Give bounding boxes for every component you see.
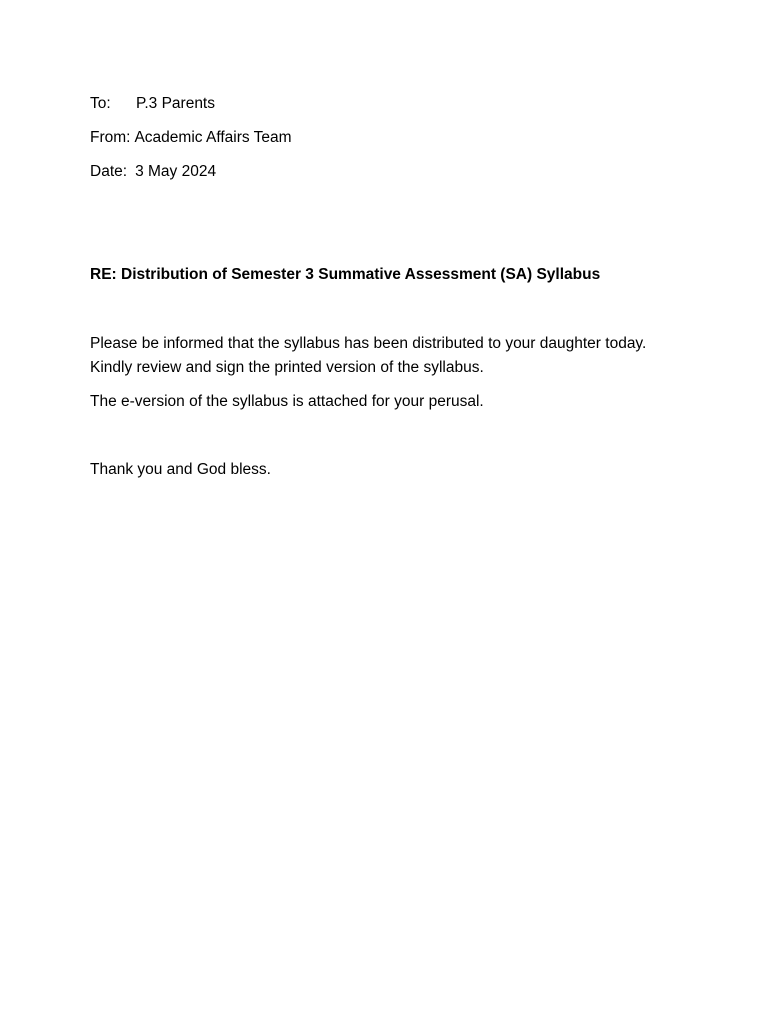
from-value: Academic Affairs Team	[134, 129, 292, 146]
date-value: 3 May 2024	[135, 163, 217, 180]
memo-subject: RE: Distribution of Semester 3 Summative Assessment (SA) Syllabus	[90, 266, 601, 283]
memo-header	[90, 92, 690, 194]
body-paragraph-1-line-1: Please be informed that the syllabus has been distributed to your daughter today.	[90, 335, 647, 352]
to-row	[90, 92, 690, 116]
body-paragraph-1	[90, 332, 730, 380]
from-label: From:	[90, 129, 131, 146]
memo-body	[90, 332, 730, 424]
from-row	[90, 126, 690, 150]
date-row	[90, 160, 690, 184]
body-paragraph-2: The e-version of the syllabus is attached for your perusal.	[90, 393, 484, 410]
to-value: P.3 Parents	[136, 95, 215, 112]
to-label: To:	[90, 95, 111, 112]
memo-closing: Thank you and God bless.	[90, 461, 271, 478]
body-paragraph-1-line-2: Kindly review and sign the printed version of the syllabus.	[90, 359, 484, 376]
date-label: Date:	[90, 163, 128, 180]
